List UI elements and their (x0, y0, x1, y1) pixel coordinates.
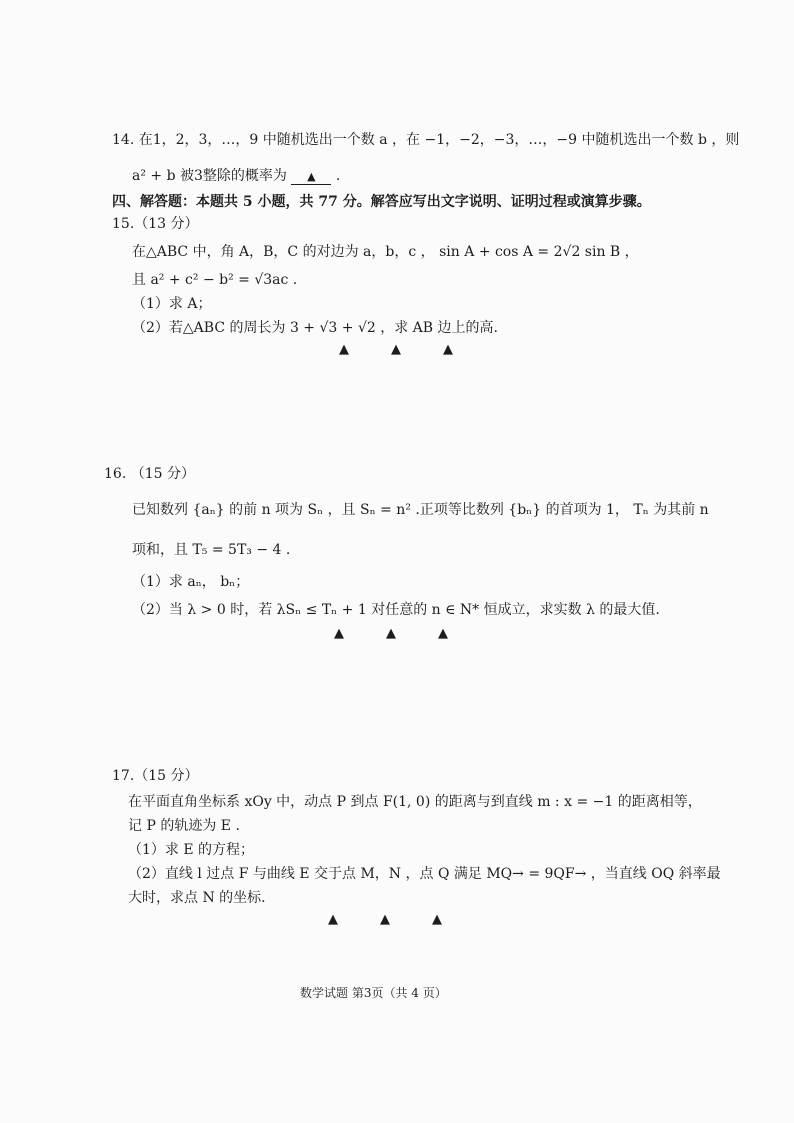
q16-answer-marks (334, 626, 490, 641)
q16-part2: （2）当 λ > 0 时，若 λSₙ ≤ Tₙ + 1 对任意的 n ∈ N* 恒成立，求实数 λ 的最大值. (132, 602, 660, 618)
q15-answer-marks (339, 342, 495, 357)
answer-mark: ▲ (391, 342, 401, 357)
answer-mark: ▲ (432, 912, 442, 927)
q15-part2: （2）若△ABC 的周长为 3 + √3 + √2 ，求 AB 边上的高. (132, 320, 498, 336)
answer-mark: ▲ (339, 342, 349, 357)
q15-stem-line2: 且 a² + c² − b² = √3ac . (132, 272, 298, 288)
section-4-heading: 四、解答题：本题共 5 小题，共 77 分。解答应写出文字说明、证明过程或演算步骤。 (112, 194, 651, 210)
answer-mark: ▲ (438, 626, 448, 641)
q17-header: 17.（15 分） (112, 768, 199, 784)
q16-part1: （1）求 aₙ， bₙ； (132, 574, 250, 590)
answer-mark: ▲ (386, 626, 396, 641)
answer-mark: ▲ (328, 912, 338, 927)
q16-stem-line2: 项和，且 T₅ = 5T₃ − 4 . (132, 542, 291, 558)
q14-line1: 14. 在1，2，3，…，9 中随机选出一个数 a ，在 −1，−2，−3，…，−9 中随机选出一个数 b ，则 (112, 132, 740, 148)
q17-part2-line1: （2）直线 l 过点 F 与曲线 E 交于点 M，N ，点 Q 满足 MQ→ = 9QF→ ，当直线 OQ 斜率最 (128, 866, 721, 882)
q14-line2 (132, 166, 340, 186)
answer-mark: ▲ (380, 912, 390, 927)
q14-line2-text: a² + b 被3整除的概率为 (132, 168, 287, 184)
q15-header: 15.（13 分） (112, 216, 199, 232)
q14-line2-end: . (335, 168, 341, 184)
q16-stem-line1: 已知数列 {aₙ} 的前 n 项为 Sₙ ，且 Sₙ = n² .正项等比数列 {bₙ} 的首项为 1， Tₙ 为其前 n (132, 502, 709, 518)
answer-mark: ▲ (334, 626, 344, 641)
page-footer: 数学试题 第3页（共 4 页） (300, 986, 447, 1000)
q15-stem-line1: 在△ABC 中，角 A，B，C 的对边为 a，b，c ， sin A + cos A = 2√2 sin B ， (132, 244, 639, 260)
q17-stem-line1: 在平面直角坐标系 xOy 中，动点 P 到点 F(1, 0) 的距离与到直线 m : x = −1 的距离相等， (128, 794, 702, 810)
q17-answer-marks (328, 912, 484, 927)
q14-answer-blank: ▲ (291, 170, 331, 185)
answer-mark: ▲ (443, 342, 453, 357)
q16-header: 16. （15 分） (104, 466, 195, 482)
q17-part1: （1）求 E 的方程； (128, 842, 255, 858)
q15-part1: （1）求 A； (132, 296, 212, 312)
q17-stem-line2: 记 P 的轨迹为 E . (128, 818, 240, 834)
q17-part2-line2: 大时，求点 N 的坐标. (128, 890, 266, 906)
